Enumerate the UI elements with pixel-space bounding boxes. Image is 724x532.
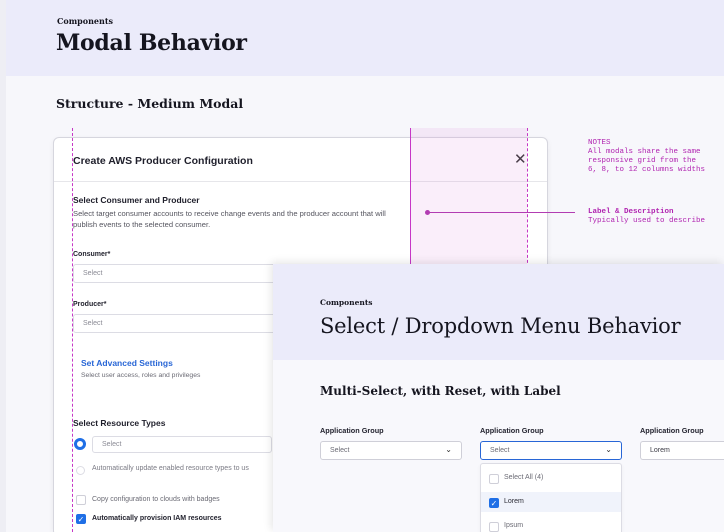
notes-heading: NOTES xyxy=(588,139,611,147)
dropdown-item-label: Ipsum xyxy=(504,522,524,529)
checkbox-checked-icon: ✓ xyxy=(490,499,498,508)
front-doc-section-title: Multi-Select, with Reset, with Label xyxy=(320,384,561,398)
producer-label: Producer* xyxy=(73,301,107,308)
dropdown-item-label: Lorem xyxy=(504,498,524,505)
consumer-producer-description: Select target consumer accounts to receive change events and the producer account that will publish events to the selected consumer. xyxy=(73,209,386,229)
grid-column-highlight xyxy=(410,128,527,268)
chevron-down-icon: ⌄ xyxy=(445,445,452,454)
grid-guide-middle xyxy=(410,128,411,268)
front-doc-title: Select / Dropdown Menu Behavior xyxy=(320,314,681,338)
auto-iam-checkbox[interactable]: ✓ xyxy=(77,515,85,524)
dropdown-item-lorem[interactable] xyxy=(481,492,621,512)
resource-types-heading: Select Resource Types xyxy=(73,418,166,428)
producer-select[interactable]: Select xyxy=(73,314,373,333)
dropdown-item-select-all[interactable] xyxy=(481,468,621,488)
copy-config-checkbox[interactable] xyxy=(76,495,86,505)
label-description-heading: Label & Description xyxy=(588,208,674,216)
notes-line-3: 6, 8, to 12 columns widths xyxy=(588,166,706,174)
chevron-down-icon: ⌄ xyxy=(605,445,612,454)
copy-config-label: Copy configuration to clouds with badges xyxy=(92,496,220,503)
dropdown-item-label: Select All (4) xyxy=(504,474,544,481)
back-doc-title: Modal Behavior xyxy=(56,30,247,56)
dropdown-item-ipsum[interactable] xyxy=(481,516,621,532)
auto-update-text: Automatically update enabled resource types to us xyxy=(92,465,249,472)
front-doc xyxy=(273,264,724,532)
consumer-select[interactable]: Select xyxy=(73,264,373,283)
resource-select[interactable]: Select xyxy=(92,436,272,453)
advanced-settings-description: Select user access, roles and privileges xyxy=(81,372,201,379)
checkbox-unchecked xyxy=(489,474,499,484)
dropdown-menu xyxy=(480,463,622,532)
select-3-value: Lorem xyxy=(650,447,670,454)
grid-guide-left xyxy=(72,128,73,532)
select-3[interactable] xyxy=(640,441,724,460)
resource-radio-selected[interactable] xyxy=(74,438,86,450)
notes-line-2: responsive grid from the xyxy=(588,157,697,165)
advanced-settings-link[interactable]: Set Advanced Settings xyxy=(81,358,173,368)
checkbox-unchecked xyxy=(489,522,499,532)
select-1-value: Select xyxy=(330,447,350,454)
grid-guide-right xyxy=(527,128,528,268)
front-doc-header xyxy=(273,264,724,360)
select-3-label: Application Group xyxy=(640,426,704,435)
close-icon[interactable]: ✕ xyxy=(514,151,527,168)
label-description-text: Typically used to describe xyxy=(588,217,706,225)
select-2[interactable] xyxy=(480,441,622,460)
auto-iam-label: Automatically provision IAM resources xyxy=(92,515,222,522)
consumer-producer-heading: Select Consumer and Producer xyxy=(73,195,200,205)
consumer-label: Consumer* xyxy=(73,251,111,258)
auto-update-radio[interactable] xyxy=(76,466,85,475)
back-doc-eyebrow: Components xyxy=(57,16,114,26)
front-doc-eyebrow: Components xyxy=(320,298,373,307)
annotation-connector-dot xyxy=(425,210,430,215)
select-2-label: Application Group xyxy=(480,426,544,435)
modal-title: Create AWS Producer Configuration xyxy=(73,155,253,167)
notes-line-1: All modals share the same xyxy=(588,148,701,156)
annotation-connector-line xyxy=(427,212,575,213)
back-doc-section-title: Structure - Medium Modal xyxy=(56,96,244,111)
select-2-value: Select xyxy=(490,447,510,454)
select-1[interactable] xyxy=(320,441,462,460)
select-1-label: Application Group xyxy=(320,426,384,435)
